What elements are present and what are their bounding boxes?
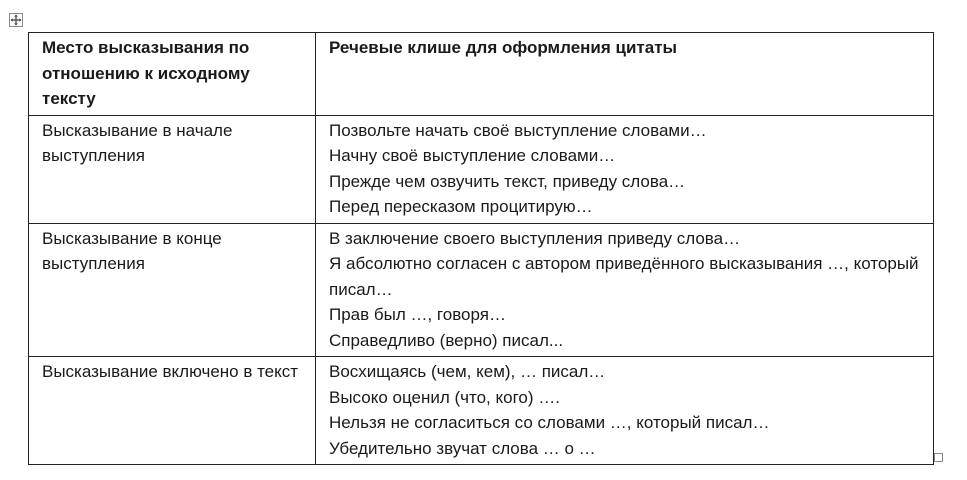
quote-cliche-table <box>28 32 934 465</box>
cliche-line: Высоко оценил (что, кого) …. <box>329 387 560 407</box>
place-cell[interactable]: Высказывание в конце выступления <box>29 223 316 357</box>
table-resize-handle-icon[interactable] <box>934 453 943 462</box>
cliche-line: В заключение своего выступления приведу слова… <box>329 228 741 248</box>
cliche-line: Позвольте начать своё выступление словами… <box>329 120 707 140</box>
table-move-handle-icon[interactable] <box>9 13 23 27</box>
cliche-line: Начну своё выступление словами… <box>329 146 616 165</box>
cliche-cell[interactable] <box>316 357 934 465</box>
table-row <box>29 115 934 223</box>
cliche-cell[interactable] <box>316 223 934 357</box>
place-cell[interactable]: Высказывание включено в текст <box>29 357 316 465</box>
cliche-line: Нельзя не согласиться со словами …, который писал… <box>329 413 770 432</box>
place-cell[interactable]: Высказывание в начале выступления <box>29 115 316 223</box>
cliche-cell[interactable] <box>316 115 934 223</box>
cliche-line: Я абсолютно согласен с автором приведённого высказывания …, который писал… <box>329 254 919 299</box>
cliche-line: Перед пересказом процитирую… <box>329 197 593 216</box>
table-row <box>29 357 934 465</box>
header-place-cell[interactable]: Место высказывания по отношению к исходному тексту <box>29 33 316 116</box>
table-row <box>29 223 934 357</box>
cliche-line: Справедливо (верно) писал... <box>329 330 564 350</box>
table-header-row <box>29 33 934 116</box>
cliche-line: Прежде чем озвучить текст, приведу слова… <box>329 171 686 191</box>
cliche-line: Восхищаясь (чем, кем), … писал… <box>329 362 606 381</box>
cliche-line: Убедительно звучат слова … о … <box>329 438 596 458</box>
header-cliche-cell[interactable]: Речевые клише для оформления цитаты <box>316 33 934 116</box>
cliche-line: Прав был …, говоря… <box>329 305 506 324</box>
